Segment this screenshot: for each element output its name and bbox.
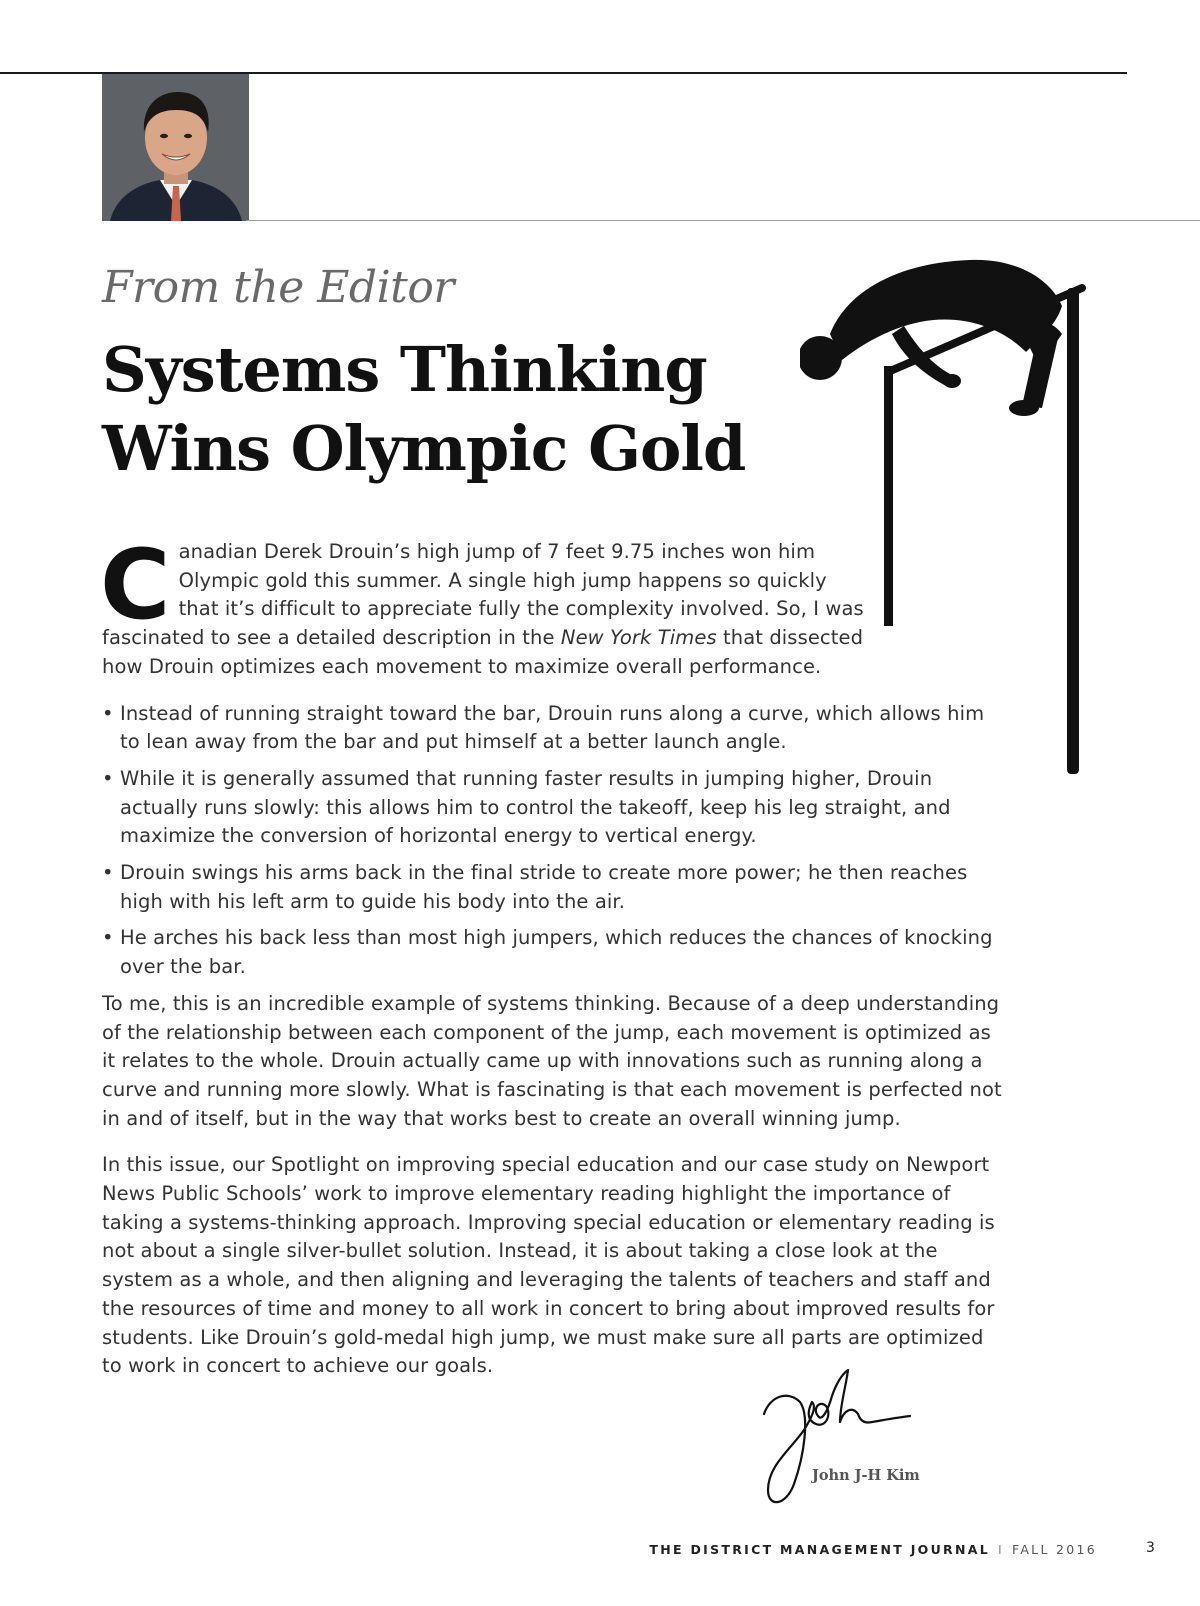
section-rule xyxy=(246,220,1200,221)
handwritten-signature xyxy=(760,1366,920,1511)
page-title-line-2: Wins Olympic Gold xyxy=(102,412,746,485)
journal-name: THE DISTRICT MANAGEMENT JOURNAL xyxy=(649,1542,990,1557)
page-title xyxy=(102,330,782,488)
page-number: 3 xyxy=(1146,1540,1155,1556)
intro-lead: anadian Derek Drouin’s high jump of 7 feet 9.75 inches won him Olympic gold this summer. A single high jump happens so quickly that it’s difficult to appreciate fully the complexity involved. So, I was fascinated to see a detailed description in the xyxy=(102,540,864,650)
bullet-item: • Drouin swings his arms back in the final stride to create more power; he then reaches high with his left arm to guide his body into the air. xyxy=(102,859,1002,916)
bullet-list xyxy=(102,700,1002,982)
bullet-item: • Instead of running straight toward the bar, Drouin runs along a curve, which allows him to lean away from the bar and put himself at a better launch angle. xyxy=(102,700,1002,757)
intro-source: New York Times xyxy=(560,626,717,650)
issue-label: FALL 2016 xyxy=(1011,1542,1097,1557)
article-body xyxy=(100,529,1002,1381)
intro-tail: that dissected how Drouin optimizes each movement to maximize overall performance. xyxy=(102,626,864,678)
body-paragraph: In this issue, our Spotlight on improving special education and our case study on Newport News Public Schools’ work to improve elementary reading highlight the importance of taking a systems-thinking approach. Improving special education or elementary reading is not about a single silver-bullet solution. Instead, it is about taking a close look at the system as a whole, and then aligning and leveraging the talents of teachers and staff and the resources of time and money to all work in concert to bring about improved results for students. Like Drouin’s gold-medal high jump, we must make sure all parts are optimized to work in concert to achieve our goals. xyxy=(102,1153,995,1378)
drop-cap: C xyxy=(100,529,171,641)
bullet-item: • While it is generally assumed that running faster results in jumping higher, Drouin actually runs slowly: this allows him to control the takeoff, keep his leg straight, and maximize the conversion of horizontal energy to vertical energy. xyxy=(102,765,1002,851)
body-paragraph: To me, this is an incredible example of systems thinking. Because of a deep understanding of the relationship between each component of the jump, each movement is optimized as it relates to the whole. Drouin actually came up with innovations such as running along a curve and running more slowly. What is fascinating is that each movement is perfected not in and of itself, but in the way that works best to create an overall winning jump. xyxy=(102,991,1002,1130)
page-title-line-1: Systems Thinking xyxy=(102,333,707,406)
section-kicker: From the Editor xyxy=(102,262,454,313)
editor-photo xyxy=(102,74,249,221)
intro-paragraph xyxy=(100,529,864,682)
editor-name: John J-H Kim xyxy=(812,1467,920,1484)
bullet-item: • He arches his back less than most high jumpers, which reduces the chances of knocking over the bar. xyxy=(102,924,1002,981)
page-footer xyxy=(649,1542,1097,1557)
footer-separator: I xyxy=(997,1542,1004,1557)
